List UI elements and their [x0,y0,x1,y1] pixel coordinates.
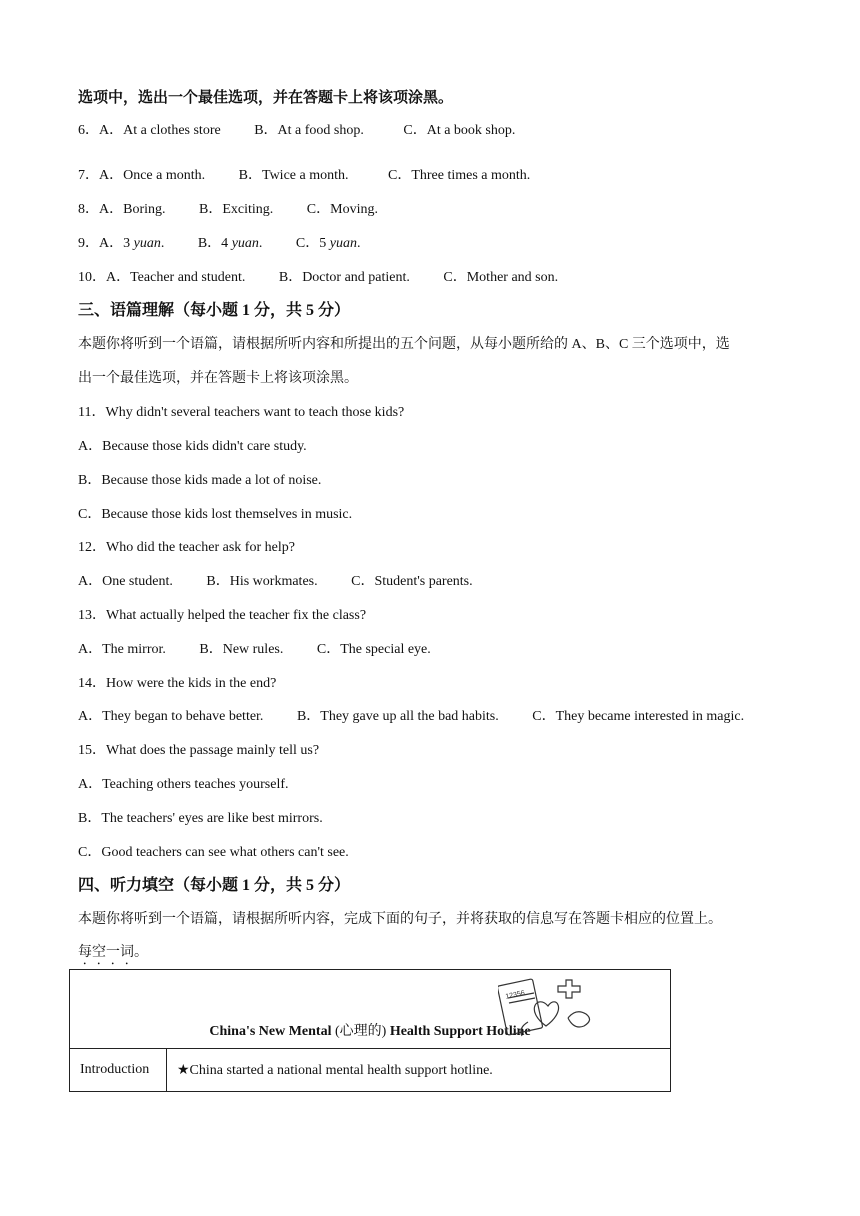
q15-stem: 15．What does the passage mainly tell us? [78,743,320,758]
q8-option-a: A．Boring. [99,202,166,217]
q6-number: 6． [78,123,99,138]
hotline-info-table [69,969,671,1092]
q13-option-b: B．New rules. [199,642,284,657]
q13-stem: 13．What actually helped the teacher fix the class? [78,608,367,623]
q9-number: 9． [78,236,99,251]
section-3-instruction-line1: 本题你将听到一个语篇，请根据所听内容和所提出的五个问题，从每小题所给的 A、B、C 三个选项中，选 [78,337,730,352]
q8-number: 8． [78,202,99,217]
section-4-instruction-line2: 每空一词。 [78,945,148,960]
q11-option-c: C．Because those kids lost themselves in music. [78,507,353,522]
q8-option-c: C．Moving. [306,202,378,217]
q6-option-b: B．At a food shop. [254,123,364,138]
q12-option-a: A．One student. [78,574,173,589]
table-title-cell [70,970,671,1049]
q13-option-c: C．The special eye. [316,642,431,657]
svg-text:12356: 12356 [504,989,526,1001]
question-6 [78,121,515,141]
question-10 [78,268,558,288]
q10-number: 10． [78,270,106,285]
q6-option-c: C．At a book shop. [403,123,516,138]
question-8 [78,200,378,220]
table-title: China's New Mental (心理的) Health Support Hotline [209,1024,531,1039]
section-4-heading: 四、听力填空（每小题 1 分，共 5 分） [78,877,351,894]
question-7 [78,166,530,186]
row-label-introduction: Introduction [70,1049,167,1092]
q13-option-a: A．The mirror. [78,642,166,657]
q14-option-a: A．They began to behave better. [78,709,264,724]
question-14-options [78,707,744,727]
q11-option-a: A．Because those kids didn't care study. [78,439,307,454]
q9-option-a: A．3 yuan. [99,236,165,251]
q7-option-a: A．Once a month. [99,168,206,183]
hotline-heart-phone-icon [498,976,598,1042]
q11-stem: 11．Why didn't several teachers want to teach those kids? [78,405,405,420]
q10-option-a: A．Teacher and student. [106,270,246,285]
row-content-introduction: ★China started a national mental health support hotline. [167,1049,671,1092]
section-3-heading: 三、语篇理解（每小题 1 分，共 5 分） [78,302,351,319]
section-4-instruction-line1: 本题你将听到一个语篇，请根据所听内容，完成下面的句子，并将获取的信息写在答题卡相应的位置上。 [78,912,722,927]
question-13-options [78,640,431,660]
q15-option-a: A．Teaching others teaches yourself. [78,777,289,792]
q6-option-a: A．At a clothes store [99,123,221,138]
q9-option-b: B．4 yuan. [197,236,263,251]
q12-option-b: B．His workmates. [206,574,318,589]
q8-option-b: B．Exciting. [199,202,274,217]
q14-option-b: B．They gave up all the bad habits. [296,709,499,724]
q7-number: 7． [78,168,99,183]
q10-option-b: B．Doctor and patient. [278,270,410,285]
q15-option-c: C．Good teachers can see what others can't see. [78,845,349,860]
q10-option-c: C．Mother and son. [443,270,559,285]
q15-option-b: B．The teachers' eyes are like best mirrors. [78,811,323,826]
q14-stem: 14．How were the kids in the end? [78,676,277,691]
question-9 [78,234,360,254]
q12-option-c: C．Student's parents. [351,574,473,589]
question-12-options [78,572,473,592]
q7-option-b: B．Twice a month. [238,168,349,183]
q12-stem: 12．Who did the teacher ask for help? [78,540,295,555]
q7-option-c: C．Three times a month. [388,168,531,183]
intro-tail: 选项中，选出一个最佳选项，并在答题卡上将该项涂黑。 [78,90,454,106]
section-3-instruction-line2: 出一个最佳选项，并在答题卡上将该项涂黑。 [78,371,358,386]
emphasized-instruction: 每空一词 [78,945,134,960]
q9-option-c: C．5 yuan. [295,236,361,251]
q11-option-b: B．Because those kids made a lot of noise. [78,473,322,488]
q14-option-c: C．They became interested in magic. [532,709,745,724]
